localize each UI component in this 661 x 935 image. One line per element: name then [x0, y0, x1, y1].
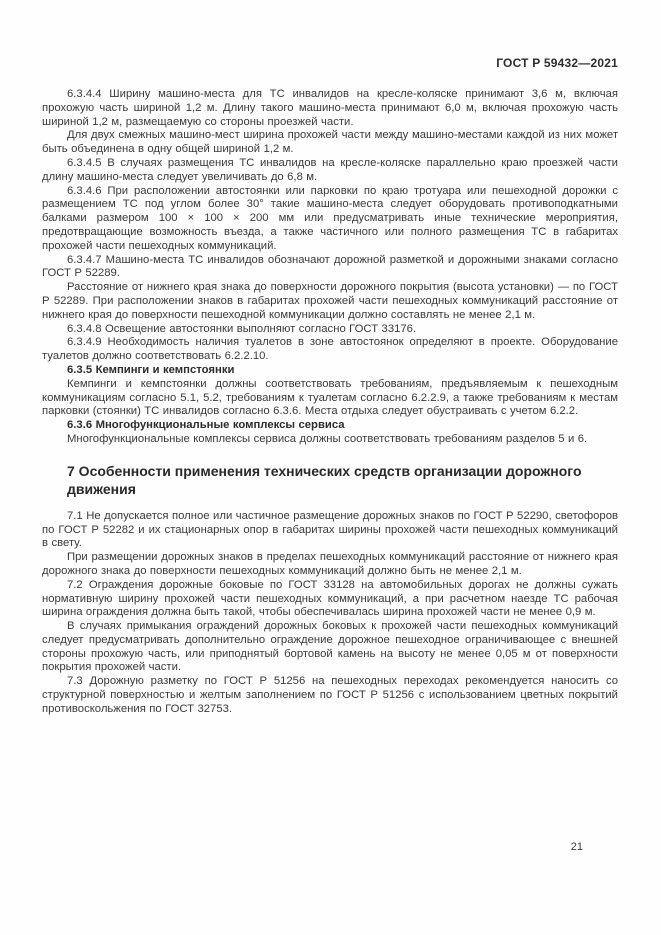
paragraph-6-3-4-5: 6.3.4.5 В случаях размещения ТС инвалидов на кресле-коляске параллельно краю проезжей части длину машино-места следует увеличивать до 6,8 м. — [42, 156, 618, 183]
document-header-standard-number: ГОСТ Р 59432—2021 — [496, 56, 618, 70]
paragraph-6-3-4-9: 6.3.4.9 Необходимость наличия туалетов в зоне автостоянок определяют в проекте. Оборудование туалетов должно соответствовать 6.2.2.10. — [42, 336, 618, 363]
paragraph-6-3-4-6: 6.3.4.6 При расположении автостоянки или парковки по краю тротуара или пешеходной дорожки с размещением ТС под углом более 30° такие машино-места следует оборудовать противоподкатными балками размером 100 × 100 × 200 мм или предусматривать иные технические мероприятия, предотвращающие возможность въезда, а также частичного или полного размещения ТС в габаритах прохожей части пешеходных коммуникаций. — [42, 184, 618, 252]
subheading-6-3-5: 6.3.5 Кемпинги и кемпстоянки — [67, 363, 235, 376]
paragraph-sign-height: Расстояние от нижнего края знака до поверхности дорожного покрытия (высота установки) — по ГОСТ Р 52289. При расположении знаков в габаритах прохожей части пешеходных коммуникаций расстояние от нижнего края до поверхности пешеходной коммуникации должно составлять не менее 2,1 м. — [42, 281, 618, 321]
paragraph-6-3-4-4: 6.3.4.4 Ширину машино-места для ТС инвалидов на кресле-коляске принимают 3,6 м, включая прохожую часть шириной 1,2 м. Длину такого машино-места принимают 6,0 м, включая прохожую часть шириной 1,2 м, размещаемую со стороны проезжей части. — [42, 88, 618, 128]
paragraph-7-2: 7.2 Ограждения дорожные боковые по ГОСТ 33128 на автомобильных дорогах не должны сужать нормативную ширину прохожей части пешеходных коммуникаций, а при расчетном наезде ТС рабочая ширина ограждения должна быть такой, чтобы обеспечивалась ширина прохожей части не менее 0,9 м. — [42, 578, 618, 619]
paragraph-7-3: 7.3 Дорожную разметку по ГОСТ Р 51256 на пешеходных переходах рекомендуется наносить со структурной поверхностью и желтым заполнением по ГОСТ Р 51256 с использованием цветных покрытий противоскольжения по ГОСТ 32753. — [42, 675, 618, 715]
paragraph-7-1: 7.1 Не допускается полное или частичное размещение дорожных знаков по ГОСТ Р 52290, светофоров по ГОСТ Р 52282 и их стационарных опор в габаритах ширины прохожей части пешеходных коммуникаций в свету. — [42, 509, 618, 550]
paragraph-sign-placement: При размещении дорожных знаков в пределах пешеходных коммуникаций расстояние от нижнего края дорожного знака до поверхности пешеходных коммуникаций должно быть не менее 2,1 м. — [42, 551, 618, 577]
paragraph-6-3-4-8: 6.3.4.8 Освещение автостоянки выполняют согласно ГОСТ 33176. — [67, 322, 417, 335]
paragraph-campsites: Кемпинги и кемпстоянки должны соответствовать требованиям, предъявляемым к пешеходным коммуникациям согласно 5.1, 5.2, требованиям к туалетам согласно 6.2.2.9, а также требованиям к местам парковки (стоянки) ТС инвалидов согласно 6.3.6. Места отдыха следует обустраивать с учетом 6.2.2. — [42, 377, 618, 418]
paragraph-adjacent-spaces: Для двух смежных машино-мест ширина прохожей части между машино-местами каждой из них может быть объединена в одну общей шириной 1,2 м. — [42, 129, 618, 156]
subheading-6-3-6: 6.3.6 Многофункциональные комплексы сервиса — [67, 419, 345, 432]
paragraph-service-complexes: Многофункциональные комплексы сервиса должны соответствовать требованиям разделов 5 и 6. — [67, 432, 588, 445]
section-7-heading: 7 Особенности применения технических средств организации дорожного движения — [67, 462, 582, 498]
text-block — [42, 56, 618, 717]
paragraph-barrier-adjoining: В случаях примыкания ограждений дорожных боковых к прохожей части пешеходных коммуникаций следует предусматривать дополнительно ограждение дорожное пешеходное ограничивающее с внешней стороны прохожую часть, или приподнятый бортовой камень на высоту не менее 0,05 м от поверхности покрытия прохожей части. — [42, 620, 618, 674]
paragraph-6-3-4-7: 6.3.4.7 Машино-места ТС инвалидов обозначают дорожной разметкой и дорожными знаками согласно ГОСТ Р 52289. — [42, 253, 618, 280]
page-number: 21 — [570, 841, 583, 853]
